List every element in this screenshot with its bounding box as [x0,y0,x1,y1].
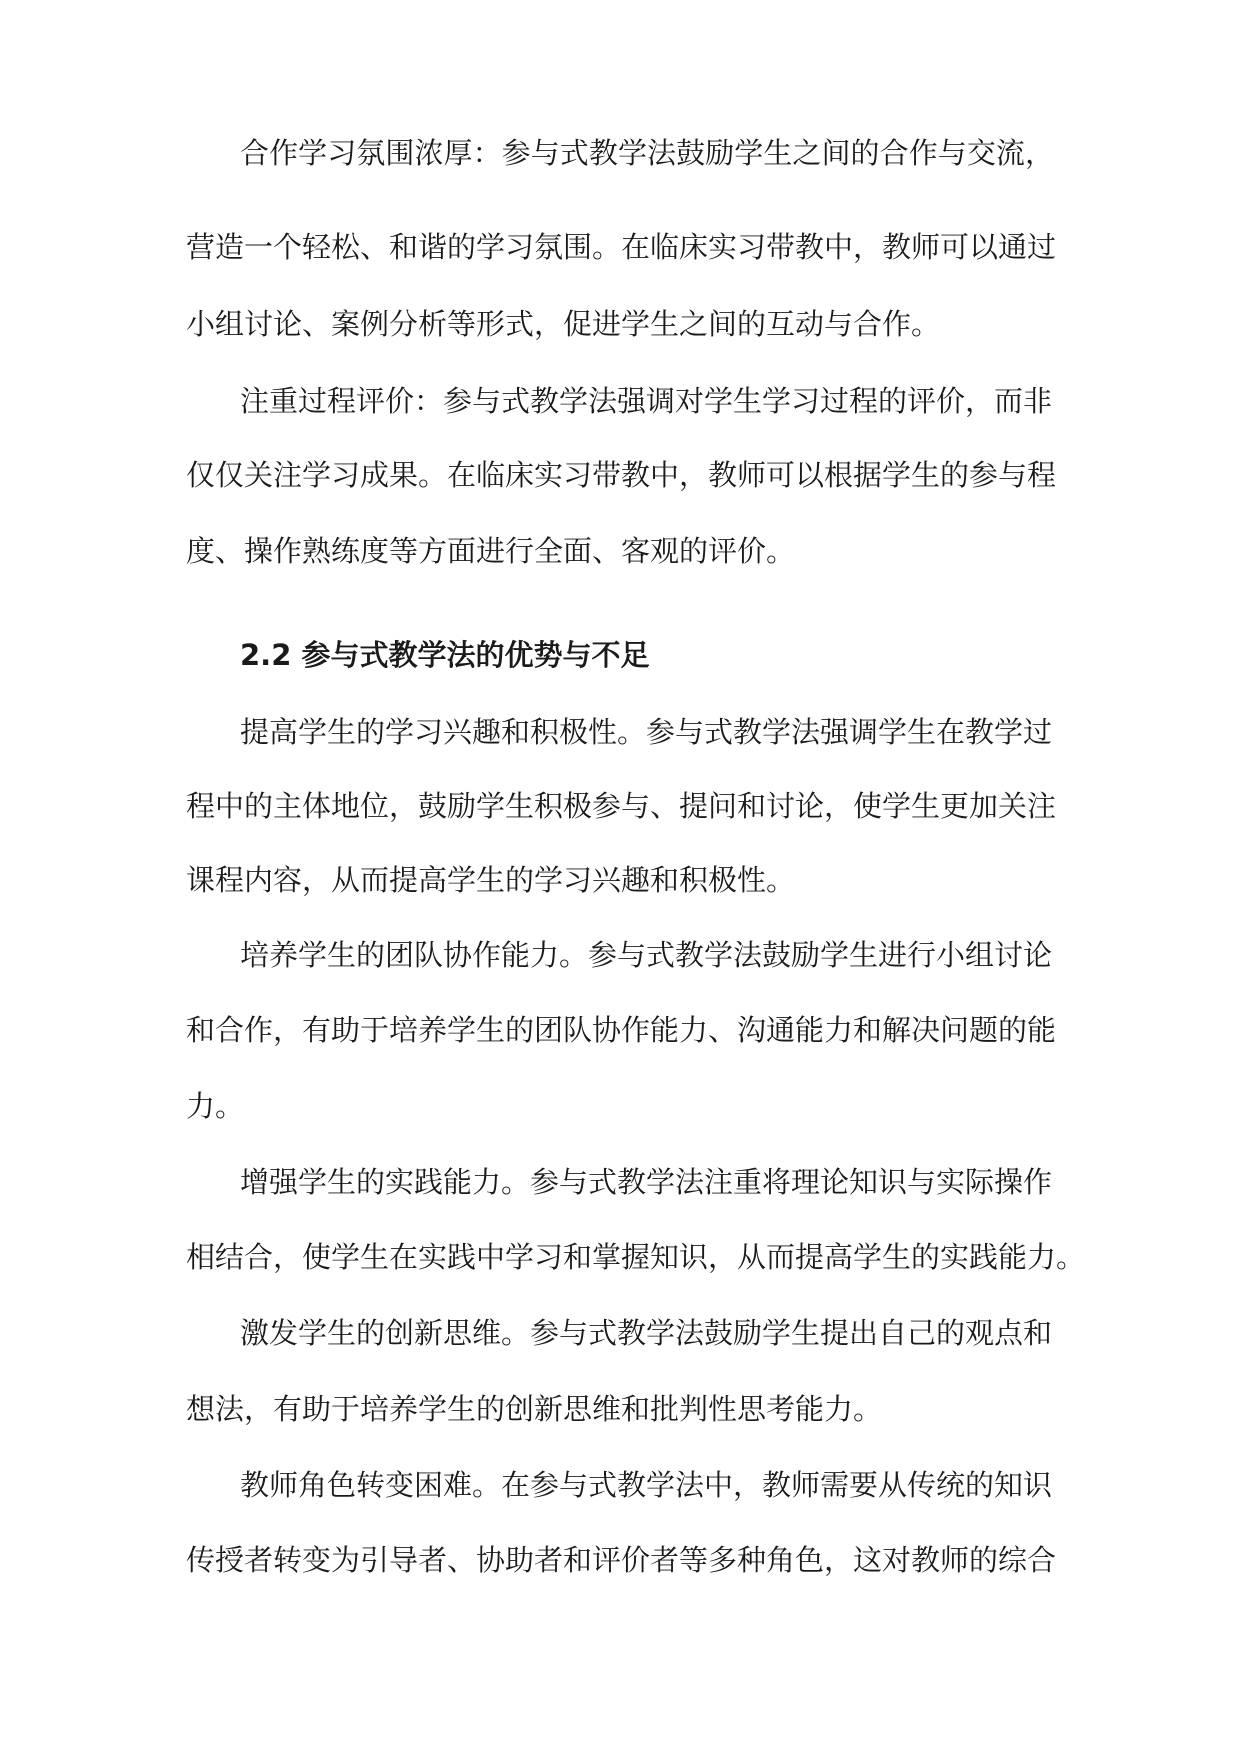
section-heading: 2.2 参与式教学法的优势与不足 [240,638,650,672]
paragraph-line: 注重过程评价：参与式教学法强调对学生学习过程的评价，而非 [240,384,1053,418]
paragraph-line: 力。 [186,1089,245,1123]
paragraph-line: 程中的主体地位，鼓励学生积极参与、提问和讨论，使学生更加关注 [186,789,1057,823]
paragraph-line: 和合作，有助于培养学生的团队协作能力、沟通能力和解决问题的能 [186,1013,1057,1047]
paragraph-line: 激发学生的创新思维。参与式教学法鼓励学生提出自己的观点和 [240,1316,1053,1350]
paragraph-line: 仅仅关注学习成果。在临床实习带教中，教师可以根据学生的参与程 [186,458,1057,492]
paragraph-line: 度、操作熟练度等方面进行全面、客观的评价。 [186,534,796,568]
paragraph-line: 课程内容，从而提高学生的学习兴趣和积极性。 [186,863,796,897]
paragraph-line: 培养学生的团队协作能力。参与式教学法鼓励学生进行小组讨论 [240,938,1053,972]
paragraph-line: 小组讨论、案例分析等形式，促进学生之间的互动与合作。 [186,307,941,341]
paragraph-line: 教师角色转变困难。在参与式教学法中，教师需要从传统的知识 [240,1468,1053,1502]
paragraph-line: 增强学生的实践能力。参与式教学法注重将理论知识与实际操作 [240,1165,1053,1199]
paragraph-line: 营造一个轻松、和谐的学习氛围。在临床实习带教中，教师可以通过 [186,230,1057,264]
paragraph-line: 想法，有助于培养学生的创新思维和批判性思考能力。 [186,1392,883,1426]
paragraph-line: 提高学生的学习兴趣和积极性。参与式教学法强调学生在教学过 [240,715,1053,749]
paragraph-line: 合作学习氛围浓厚：参与式教学法鼓励学生之间的合作与交流， [240,136,1054,170]
paragraph-line: 相结合，使学生在实践中学习和掌握知识，从而提高学生的实践能力。 [186,1240,1086,1274]
paragraph-line: 传授者转变为引导者、协助者和评价者等多种角色，这对教师的综合 [186,1543,1057,1577]
